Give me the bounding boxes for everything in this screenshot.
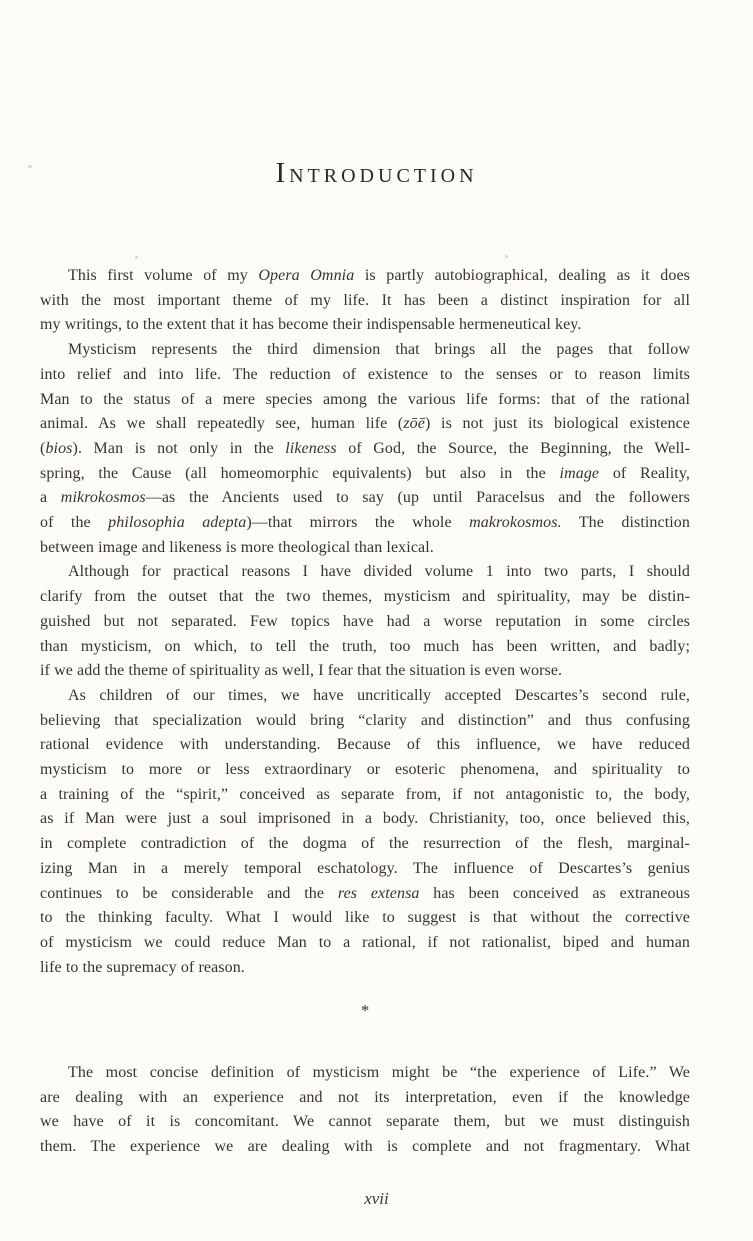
text-line: Man to the status of a mere species among the various life forms: that of the rational (40, 390, 690, 408)
text-line: to the thinking faculty. What I would like to suggest is that without the corrective (40, 909, 690, 927)
scan-speck (28, 165, 32, 168)
paragraph (40, 338, 690, 560)
text-line: my writings, to the extent that it has become their indispensable hermeneutical key. (40, 316, 582, 334)
text-line: we have of it is concomitant. We cannot separate them, but we must distinguish (40, 1113, 690, 1131)
text-body (40, 264, 690, 1160)
text-line: between image and likeness is more theological than lexical. (40, 538, 434, 556)
text-line: than mysticism, on which, to tell the truth, too much has been written, and badly; (40, 637, 690, 655)
text-line: As children of our times, we have uncritically accepted Descartes’s second rule, (68, 686, 690, 704)
text-line: Although for practical reasons I have divided volume 1 into two parts, I should (68, 563, 690, 581)
scan-speck (135, 256, 138, 259)
paragraph (40, 684, 690, 980)
page-title: Introduction (275, 157, 478, 189)
text-line: a training of the “spirit,” conceived as separate from, if not antagonistic to, the body, (40, 785, 690, 803)
paragraph (40, 264, 690, 338)
text-line: into relief and into life. The reduction of existence to the senses or to reason limits (40, 365, 690, 383)
text-line: continues to be considerable and the res extensa has been conceived as extraneous (40, 884, 690, 902)
text-line: The most concise definition of mysticism might be “the experience of Life.” We (68, 1064, 690, 1082)
text-line: This first volume of my Opera Omnia is partly autobiographical, dealing as it does (68, 267, 690, 284)
text-line: clarify from the outset that the two themes, mysticism and spirituality, may be distin- (40, 588, 690, 606)
text-line: mysticism to more or less extraordinary or esoteric phenomena, and spirituality to (40, 761, 690, 779)
text-line: (bios). Man is not only in the likeness of God, the Source, the Beginning, the Well- (40, 439, 691, 457)
text-line: Mysticism represents the third dimension that brings all the pages that follow (68, 341, 690, 359)
text-line: guished but not separated. Few topics have had a worse reputation in some circles (40, 612, 690, 630)
text-line: in complete contradiction of the dogma of the resurrection of the flesh, marginal- (40, 835, 690, 853)
intro-paragraphs (40, 264, 690, 980)
text-line: animal. As we shall repeatedly see, human life (zōē) is not just its biological existence (40, 415, 690, 433)
continuation-paragraphs (40, 1061, 690, 1160)
text-line: as if Man were just a soul imprisoned in a body. Christianity, too, once believed this, (40, 810, 690, 828)
page-number: xvii (364, 1189, 389, 1208)
text-line: spring, the Cause (all homeomorphic equivalents) but also in the image of Reality, (40, 464, 690, 482)
text-line: rational evidence with understanding. Because of this influence, we have reduced (40, 736, 690, 754)
text-line: with the most important theme of my life. It has been a distinct inspiration for all (40, 291, 690, 309)
paragraph (40, 560, 690, 684)
paragraph (40, 1061, 690, 1160)
text-line: a mikrokosmos—as the Ancients used to say (up until Paracelsus and the followers (40, 489, 690, 507)
text-line: are dealing with an experience and not its interpretation, even if the knowledge (40, 1088, 690, 1106)
scan-speck (505, 255, 508, 258)
text-line: of the philosophia adepta)—that mirrors the whole makrokosmos. The distinction (40, 514, 690, 532)
text-line: if we add the theme of spirituality as well, I fear that the situation is even worse. (40, 662, 563, 680)
text-line: them. The experience we are dealing with is complete and not fragmentary. What (40, 1138, 690, 1156)
text-line: life to the supremacy of reason. (40, 958, 245, 976)
section-break-asterisk: * (360, 1001, 370, 1021)
text-line: believing that specialization would bring “clarity and distinction” and thus confusing (40, 711, 690, 729)
text-line: izing Man in a merely temporal eschatology. The influence of Descartes’s genius (40, 859, 690, 877)
text-line: of mysticism we could reduce Man to a rational, if not rationalist, biped and human (40, 933, 690, 951)
